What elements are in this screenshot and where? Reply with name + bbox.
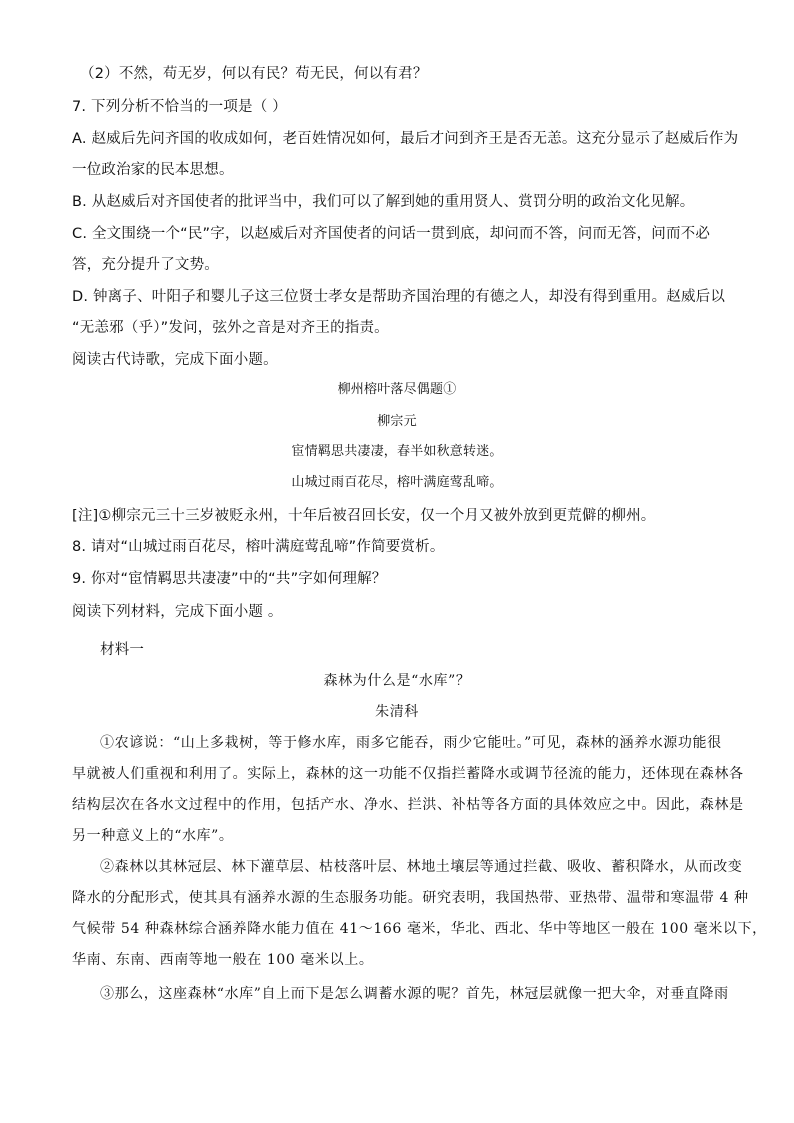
option-c: C. 全文围绕一个“民”字，以赵威后对齐国使者的问话一贯到底，却问而不答，问而无答，问而不必: [72, 226, 711, 242]
option-d-cont: “无恙邪（乎）”发问，弦外之音是对齐王的指责。: [72, 320, 389, 336]
paragraph-2-line: 降水的分配形式，使其具有涵养水源的生态服务功能。研究表明，我国热带、亚热带、温带和寒温带 4 种: [72, 890, 749, 906]
question-9: 9. 你对“宦情羁思共凄凄”中的“共”字如何理解？: [72, 571, 387, 587]
reading-instruction-material: 阅读下列材料，完成下面小题 。: [72, 604, 283, 620]
poem-title: 柳州榕叶落尽偶题①: [337, 382, 457, 397]
option-d: D. 钟离子、叶阳子和婴儿子这三位贤士孝女是帮助齐国治理的有德之人，却没有得到重用。赵威后以: [72, 289, 726, 305]
question-8: 8. 请对“山城过雨百花尽，榕叶满庭莺乱啼”作简要赏析。: [72, 539, 445, 555]
article-title: 森林为什么是“水库”？: [323, 673, 471, 689]
poem-line-2: 山城过雨百花尽，榕叶满庭莺乱啼。: [291, 475, 503, 490]
text-line: （2）不然，苟无岁，何以有民？苟无民，何以有君？: [80, 66, 428, 82]
paragraph-1-line: 结构层次在各水文过程中的作用，包括产水、净水、拦洪、补枯等各方面的具体效应之中。因此，森林是: [72, 797, 744, 813]
paragraph-1-line: 另一种意义上的“水库”。: [72, 828, 234, 844]
poem-note: [注]①柳宗元三十三岁被贬永州，十年后被召回长安，仅一个月又被外放到更荒僻的柳州。: [72, 508, 656, 524]
paragraph-1-line: ①农谚说：“山上多栽树，等于修水库，雨多它能吞，雨少它能吐。”可见，森林的涵养水源功能很: [100, 735, 722, 751]
option-c-cont: 答，充分提升了文势。: [72, 257, 219, 273]
paragraph-1-line: 早就被人们重视和利用了。实际上，森林的这一功能不仅指拦蓄降水或调节径流的能力，还体现在森林各: [72, 766, 744, 782]
poem-author: 柳宗元: [377, 414, 417, 429]
paragraph-2-line: 气候带 54 种森林综合涵养降水能力值在 41～166 毫米，华北、西北、华中等地区一般在 100 毫米以下，: [72, 921, 767, 937]
paragraph-2-line: 华南、东南、西南等地一般在 100 毫米以上。: [72, 952, 374, 968]
question-7: 7. 下列分析不恰当的一项是（ ）: [72, 99, 287, 115]
option-a: A. 赵威后先问齐国的收成如何，老百姓情况如何，最后才问到齐王是否无恙。这充分显示了赵威后作为: [72, 131, 739, 147]
paragraph-2-line: ②森林以其林冠层、林下灌草层、枯枝落叶层、林地土壤层等通过拦截、吸收、蓄积降水，从而改变: [100, 859, 743, 875]
material-label: 材料一: [100, 642, 145, 658]
paragraph-3-line: ③那么，这座森林“水库”自上而下是怎么调蓄水源的呢？首先，林冠层就像一把大伞，对垂直降雨: [100, 986, 729, 1002]
option-b: B. 从赵威后对齐国使者的批评当中，我们可以了解到她的重用贤人、赏罚分明的政治文化见解。: [72, 194, 695, 210]
option-a-cont: 一位政治家的民本思想。: [72, 162, 234, 178]
poem-line-1: 宦情羁思共凄凄，春半如秋意转迷。: [291, 444, 503, 459]
article-author: 朱清科: [375, 704, 419, 720]
reading-instruction-poem: 阅读古代诗歌，完成下面小题。: [72, 352, 278, 368]
